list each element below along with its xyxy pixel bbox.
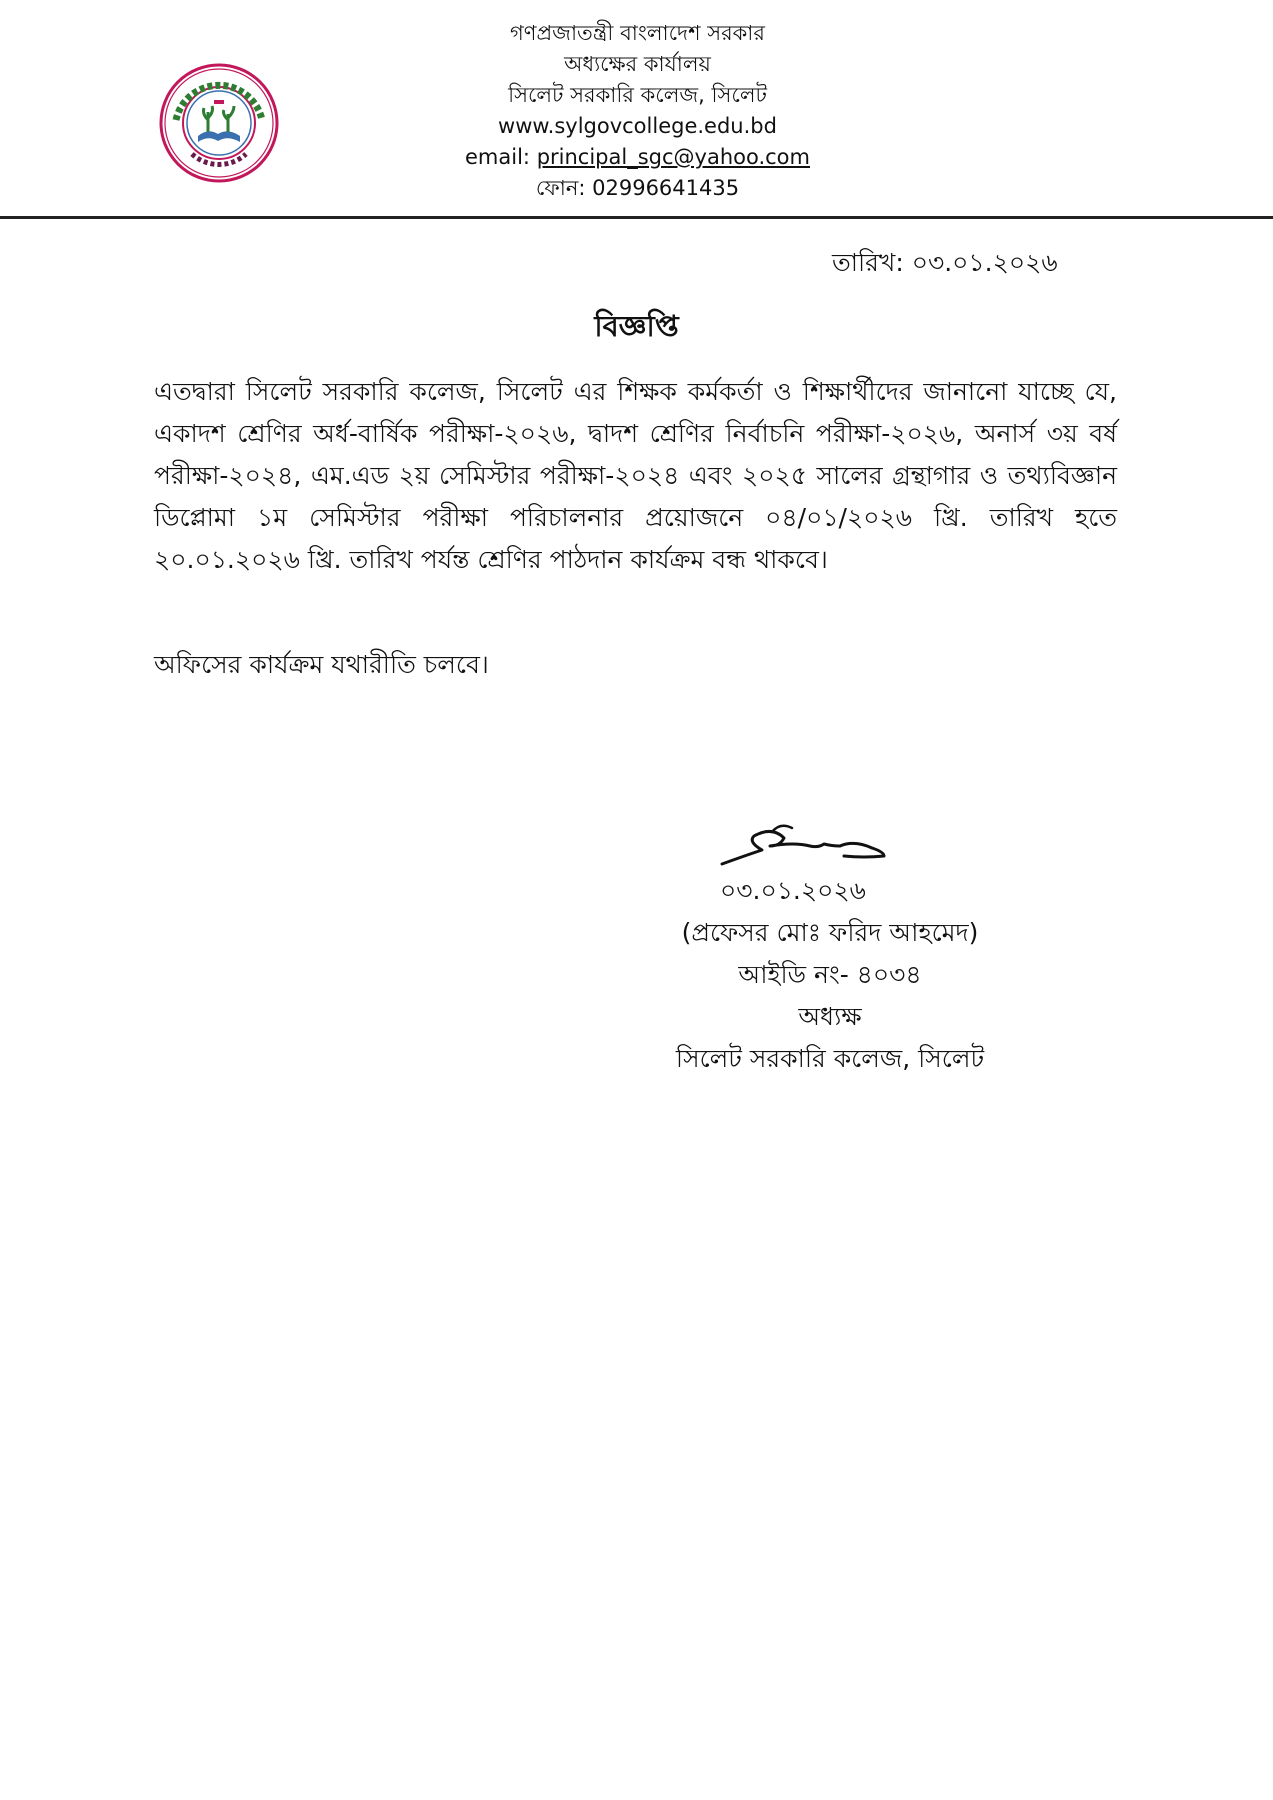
signatory-institution: সিলেট সরকারি কলেজ, সিলেট bbox=[675, 1044, 985, 1073]
phone-number: ফোন: 02996641435 bbox=[535, 176, 740, 200]
email-link[interactable]: principal_sgc@yahoo.com bbox=[536, 145, 810, 169]
signature-icon bbox=[714, 812, 894, 872]
notice-title: বিজ্ঞপ্তি bbox=[594, 309, 679, 343]
letterhead bbox=[380, 18, 895, 204]
signature-date: ০৩.০১.২০২৬ bbox=[720, 876, 866, 905]
email-label: email: bbox=[465, 145, 530, 169]
office-name: অধ্যক্ষের কার্যালয় bbox=[564, 52, 711, 76]
signatory-id: আইডি নং- ৪০৩৪ bbox=[738, 960, 922, 989]
signatory-designation: অধ্যক্ষ bbox=[798, 1002, 862, 1031]
header-divider bbox=[0, 216, 1273, 219]
college-seal-icon bbox=[158, 62, 280, 184]
signatory-block bbox=[630, 870, 1030, 1080]
email-line bbox=[380, 142, 895, 173]
office-activity-paragraph: অফিসের কার্যক্রম যথারীতি চলবে। bbox=[154, 650, 489, 679]
government-name: গণপ্রজাতন্ত্রী বাংলাদেশ সরকার bbox=[510, 21, 765, 45]
website-link[interactable]: www.sylgovcollege.edu.bd bbox=[498, 114, 777, 138]
notice-date: তারিখ: ০৩.০১.২০২৬ bbox=[832, 248, 1058, 277]
signatory-name: (প্রফেসর মোঃ ফরিদ আহমেদ) bbox=[681, 918, 979, 947]
notice-body-paragraph: এতদ্বারা সিলেট সরকারি কলেজ, সিলেট এর শিক্ষক কর্মকর্তা ও শিক্ষার্থীদের জানানো যাচ্ছে যে, একাদশ শ্রেণির অর্ধ-বার্ষিক পরীক্ষা-২০২৬, দ্বাদশ শ্রেণির নির্বাচনি পরীক্ষা-২০২৬, অনার্স ৩য় বর্ষ পরীক্ষা-২০২৪, এম.এড ২য় সেমিস্টার পরীক্ষা-২০২৪ এবং ২০২৫ সালের গ্রন্থাগার ও তথ্যবিজ্ঞান ডিপ্লোমা ১ম সেমিস্টার পরীক্ষা পরিচালনার প্রয়োজনে ০৪/০১/২০২৬ খ্রি. তারিখ হতে ২০.০১.২০২৬ খ্রি. তারিখ পর্যন্ত শ্রেণির পাঠদান কার্যক্রম বন্ধ থাকবে। bbox=[154, 377, 1117, 574]
college-name: সিলেট সরকারি কলেজ, সিলেট bbox=[508, 83, 767, 107]
